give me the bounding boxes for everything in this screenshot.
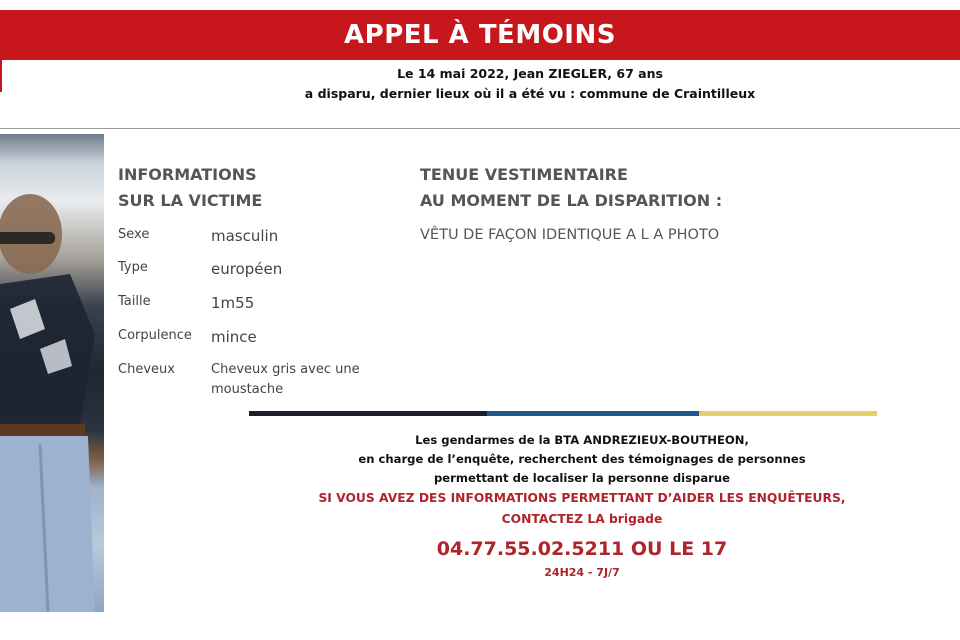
field-value: Cheveux gris avec une moustache: [211, 362, 360, 397]
appeal-block: [282, 431, 882, 582]
field-label: Type: [118, 260, 148, 275]
appeal-line-2: en charge de l’enquête, recherchent des témoignages de personnes: [358, 452, 806, 466]
appeal-line-1: Les gendarmes de la BTA ANDREZIEUX-BOUTHEON,: [415, 433, 749, 447]
clothing-heading: [420, 162, 940, 214]
summary-line-1: Le 14 mai 2022, Jean ZIEGLER, 67 ans: [397, 66, 663, 81]
tricolor-segment-blue: [487, 411, 699, 416]
tricolor-segment-dark: [249, 411, 487, 416]
appeal-line-4: SI VOUS AVEZ DES INFORMATIONS PERMETTANT D’AIDER LES ENQUÊTEURS,: [318, 491, 846, 505]
field-value: masculin: [211, 227, 279, 245]
page-title: APPEL À TÉMOINS: [344, 20, 616, 50]
field-value: européen: [211, 260, 283, 278]
field-value: 1m55: [211, 294, 255, 312]
field-label: Cheveux: [118, 362, 175, 377]
tricolor-divider: [249, 411, 877, 416]
header-divider: [0, 128, 960, 129]
appeal-line-3: permettant de localiser la personne disparue: [434, 471, 730, 485]
victim-info-heading-line-1: INFORMATIONS: [118, 165, 257, 184]
missing-person-summary: [0, 64, 960, 104]
field-label: Sexe: [118, 227, 150, 242]
contact-hours: 24H24 - 7J/7: [544, 566, 620, 579]
field-value: mince: [211, 328, 257, 346]
contact-phone: 04.77.55.02.5211 OU LE 17: [436, 538, 728, 560]
victim-info-heading: [118, 162, 398, 214]
summary-line-2: a disparu, dernier lieux où il a été vu : commune de Craintilleux: [304, 86, 756, 101]
header-banner: [0, 10, 960, 60]
clothing-description: VÊTU DE FAÇON IDENTIQUE A L A PHOTO: [420, 227, 720, 243]
victim-photo: [0, 134, 104, 612]
clothing-heading-line-1: TENUE VESTIMENTAIRE: [420, 165, 628, 184]
tricolor-segment-yellow: [699, 411, 877, 416]
field-label: Corpulence: [118, 328, 192, 343]
clothing-heading-line-2: AU MOMENT DE LA DISPARITION :: [420, 191, 723, 210]
appeal-line-5: CONTACTEZ LA brigade: [501, 512, 663, 526]
victim-info-heading-line-2: SUR LA VICTIME: [118, 191, 263, 210]
field-label: Taille: [118, 294, 151, 309]
